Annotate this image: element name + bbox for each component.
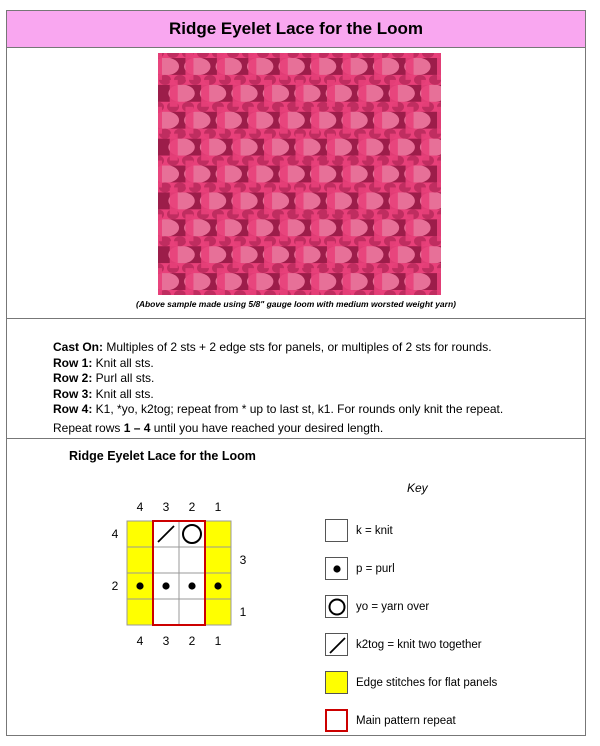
lace-strand — [158, 53, 162, 80]
lace-strand — [296, 134, 304, 161]
repeat-line — [53, 421, 503, 437]
column-number-top: 2 — [188, 500, 196, 514]
lace-strand — [217, 107, 225, 134]
row-1-text: Knit all sts. — [92, 355, 154, 370]
lace-strand — [311, 107, 319, 134]
chart-title: Ridge Eyelet Lace for the Loom — [69, 449, 256, 463]
chart-cell — [153, 547, 179, 573]
key-item-k2tog — [325, 633, 482, 656]
lace-strand — [264, 187, 272, 214]
key-item-purl — [325, 557, 395, 580]
column-number-top: 4 — [136, 500, 144, 514]
lace-strand — [170, 187, 178, 214]
cast-on-text: Multiples of 2 sts + 2 edge sts for panels, or multiples of 2 sts for rounds. — [103, 340, 492, 354]
k2tog-slash-icon — [325, 633, 348, 656]
chart-cell — [127, 521, 153, 547]
row-4-text: K1, *yo, k2tog; repeat from * up to last st, k1. For rounds only knit the repeat. — [92, 402, 504, 416]
key-label-knit: k = knit — [356, 524, 393, 537]
edge-stitch-swatch-icon — [325, 671, 348, 694]
lace-strand — [358, 241, 366, 268]
lace-strand — [201, 241, 209, 268]
lace-strand — [374, 161, 382, 188]
row-4-label: Row 4: — [53, 402, 93, 416]
key-label-repeat: Main pattern repeat — [356, 714, 456, 727]
lace-strand — [437, 107, 441, 134]
yarn-over-circle-icon — [325, 595, 348, 618]
repeat-post: until you have reached your desired length. — [150, 420, 384, 435]
repeat-pre: Repeat rows — [53, 420, 124, 435]
lace-strand — [233, 134, 241, 161]
lace-strand — [233, 80, 241, 107]
photo-section — [7, 48, 585, 319]
column-number-bottom: 4 — [136, 634, 144, 648]
lace-strand — [280, 214, 288, 241]
lace-strand — [264, 134, 272, 161]
row-2-label: Row 2: — [53, 371, 93, 385]
row-label-left: 2 — [111, 579, 119, 593]
lace-strand — [421, 80, 429, 107]
lace-strand — [390, 80, 398, 107]
lace-strand — [280, 107, 288, 134]
key-title: Key — [407, 481, 428, 495]
lace-strand — [185, 268, 193, 295]
lace-strand — [343, 107, 351, 134]
lace-strand — [374, 53, 382, 80]
lace-strand — [201, 80, 209, 107]
lace-strand — [217, 268, 225, 295]
lace-strand — [343, 268, 351, 295]
lace-strand — [248, 161, 256, 188]
lace-strand — [233, 241, 241, 268]
lace-strand — [296, 241, 304, 268]
key-label-purl: p = purl — [356, 562, 395, 575]
lace-strand — [185, 107, 193, 134]
lace-strand — [248, 214, 256, 241]
lace-strand — [421, 134, 429, 161]
lace-strand — [421, 187, 429, 214]
chart-cell — [153, 599, 179, 625]
lace-strand — [296, 187, 304, 214]
lace-strand — [437, 268, 441, 295]
row-3-line — [53, 387, 503, 403]
lace-strand — [311, 268, 319, 295]
lace-strand — [185, 161, 193, 188]
lace-strand — [374, 214, 382, 241]
chart-cell — [179, 599, 205, 625]
chart-cell — [127, 599, 153, 625]
lace-strand — [437, 161, 441, 188]
lace-strand — [170, 241, 178, 268]
cast-on-line — [53, 340, 503, 356]
column-number-top: 3 — [162, 500, 170, 514]
key-label-k2tog: k2tog = knit two together — [356, 638, 482, 651]
lace-strand — [406, 214, 414, 241]
chart-cell — [205, 547, 231, 573]
row-4-line — [53, 402, 503, 418]
purl-dot-icon — [325, 557, 348, 580]
knit-symbol-icon — [325, 519, 348, 542]
lace-strand — [406, 268, 414, 295]
purl-dot-icon — [188, 582, 195, 589]
lace-strand — [343, 214, 351, 241]
lace-strand — [233, 187, 241, 214]
row-label-left: 4 — [111, 527, 119, 541]
row-3-text: Knit all sts. — [92, 386, 154, 401]
purl-dot-icon — [136, 582, 143, 589]
key-item-yo — [325, 595, 429, 618]
lace-strand — [264, 80, 272, 107]
instructions-section — [7, 319, 585, 439]
lace-strand — [280, 53, 288, 80]
page-title: Ridge Eyelet Lace for the Loom — [7, 11, 585, 48]
row-2-line — [53, 371, 503, 387]
lace-strand — [406, 53, 414, 80]
repeat-rows: 1 – 4 — [123, 420, 151, 435]
lace-strand — [437, 53, 441, 80]
lace-strand — [406, 107, 414, 134]
page-frame — [6, 10, 586, 736]
lace-strand — [358, 80, 366, 107]
lace-strand — [343, 161, 351, 188]
chart-section — [7, 439, 585, 737]
lace-strand — [358, 187, 366, 214]
lace-strand — [185, 214, 193, 241]
row-1-label: Row 1: — [53, 355, 93, 370]
lace-pattern-image — [158, 53, 441, 295]
lace-strand — [280, 268, 288, 295]
lace-strand — [327, 187, 335, 214]
lace-strand — [185, 53, 193, 80]
row-label-right: 3 — [239, 553, 247, 567]
lace-strand — [311, 53, 319, 80]
lace-strand — [248, 53, 256, 80]
lace-strand — [390, 134, 398, 161]
cast-on-label: Cast On: — [53, 340, 104, 354]
lace-strand — [437, 214, 441, 241]
row-1-line — [53, 356, 503, 372]
lace-strand — [327, 80, 335, 107]
column-number-top: 1 — [214, 500, 222, 514]
lace-strand — [248, 107, 256, 134]
key-label-edge: Edge stitches for flat panels — [356, 676, 498, 689]
instructions-text — [53, 340, 503, 436]
lace-strand — [374, 268, 382, 295]
lace-strand — [358, 134, 366, 161]
lace-strand — [406, 161, 414, 188]
lace-strand — [327, 134, 335, 161]
lace-strand — [327, 241, 335, 268]
stitch-chart — [7, 439, 297, 737]
chart-cell — [205, 521, 231, 547]
lace-strand — [217, 53, 225, 80]
key-item-knit — [325, 519, 393, 542]
lace-strand — [280, 161, 288, 188]
lace-strand — [170, 134, 178, 161]
chart-cell — [127, 547, 153, 573]
column-number-bottom: 3 — [162, 634, 170, 648]
repeat-outline-icon — [325, 709, 348, 732]
row-label-right: 1 — [239, 605, 247, 619]
lace-strand — [158, 161, 162, 188]
lace-strand — [374, 107, 382, 134]
purl-dot-icon — [162, 582, 169, 589]
lace-strand — [421, 241, 429, 268]
column-number-bottom: 1 — [214, 634, 222, 648]
chart-cell — [205, 599, 231, 625]
lace-strand — [201, 134, 209, 161]
lace-strand — [311, 161, 319, 188]
lace-strand — [390, 241, 398, 268]
lace-strand — [158, 107, 162, 134]
lace-strand — [248, 268, 256, 295]
lace-strand — [158, 268, 162, 295]
lace-strand — [201, 187, 209, 214]
column-number-bottom: 2 — [188, 634, 196, 648]
photo-caption: (Above sample made using 5/8" gauge loom with medium worsted weight yarn) — [135, 299, 456, 309]
lace-strand — [217, 161, 225, 188]
key-item-edge — [325, 671, 497, 694]
lace-strand — [311, 214, 319, 241]
lace-strand — [158, 214, 162, 241]
lace-strand — [170, 80, 178, 107]
chart-cell — [179, 547, 205, 573]
lace-strand — [343, 53, 351, 80]
purl-dot-icon — [214, 582, 221, 589]
lace-sample-photo — [158, 53, 441, 295]
lace-strand — [390, 187, 398, 214]
lace-strand — [217, 214, 225, 241]
lace-strand — [264, 241, 272, 268]
lace-strand — [296, 80, 304, 107]
key-item-repeat — [325, 709, 456, 732]
row-2-text: Purl all sts. — [92, 371, 155, 385]
row-3-label: Row 3: — [53, 386, 93, 401]
key-label-yo: yo = yarn over — [356, 600, 430, 613]
